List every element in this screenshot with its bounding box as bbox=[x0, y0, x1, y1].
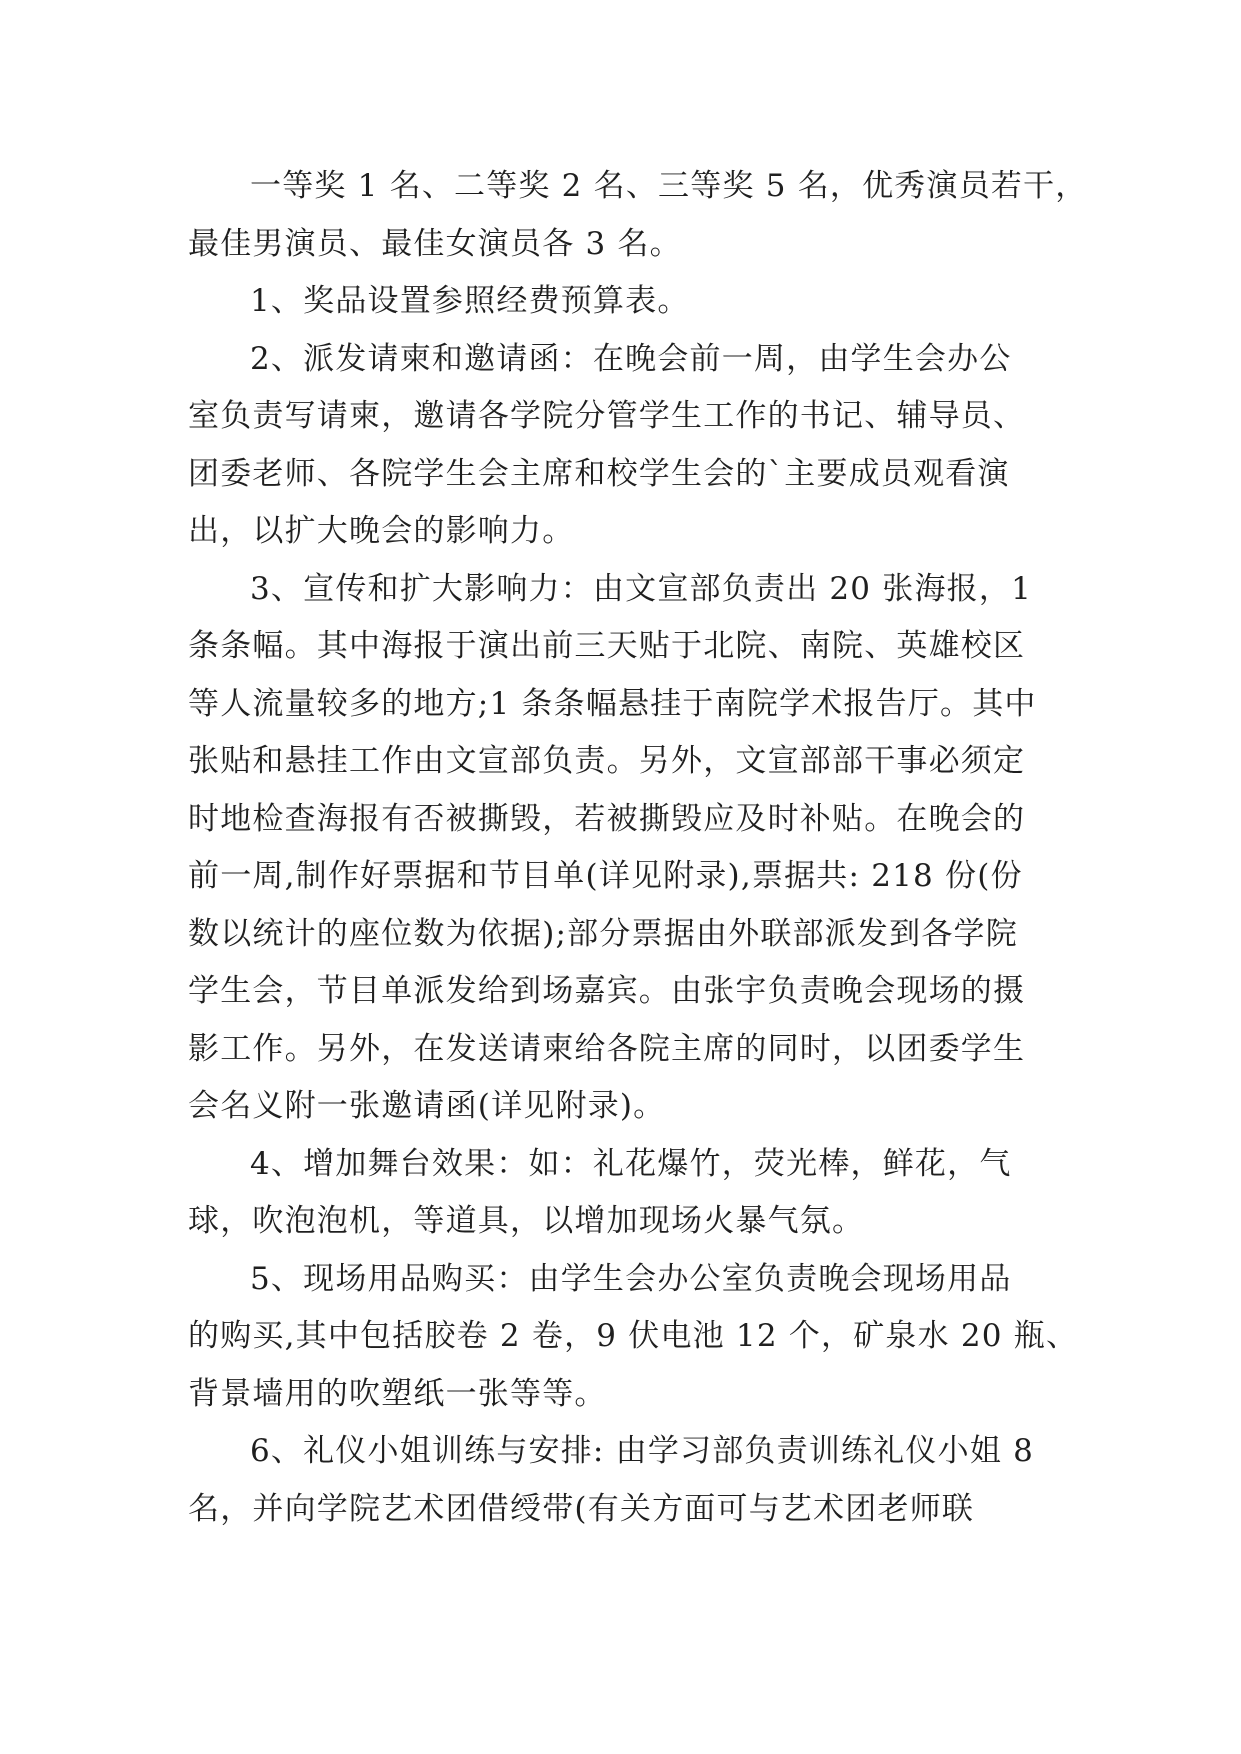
text-line: 2、派发请柬和邀请函：在晚会前一周，由学生会办公 bbox=[250, 340, 1012, 377]
text-line: 的购买,其中包括胶卷 2 卷，9 伏电池 12 个，矿泉水 20 瓶、 bbox=[188, 1318, 1079, 1354]
text-line: 会名义附一张邀请函(详见附录)。 bbox=[188, 1088, 666, 1124]
text-line: 室负责写请柬，邀请各学院分管学生工作的书记、辅导员、 bbox=[188, 398, 1026, 434]
text-line: 最佳男演员、最佳女演员各 3 名。 bbox=[188, 225, 682, 262]
text-line: 学生会，节目单派发给到场嘉宾。由张宇负责晚会现场的摄 bbox=[188, 973, 1026, 1009]
text-line: 前一周,制作好票据和节目单(详见附录),票据共: 218 份(份 bbox=[188, 858, 1023, 894]
document-body bbox=[188, 158, 1088, 1538]
text-line: 1、奖品设置参照经费预算表。 bbox=[250, 283, 690, 319]
text-line: 影工作。另外，在发送请柬给各院主席的同时，以团委学生 bbox=[188, 1030, 1026, 1067]
text-line: 团委老师、各院学生会主席和校学生会的`主要成员观看演 bbox=[188, 455, 1010, 492]
text-line: 5、现场用品购买：由学生会办公室负责晚会现场用品 bbox=[250, 1260, 1012, 1297]
text-line: 出，以扩大晚会的影响力。 bbox=[188, 513, 575, 549]
text-line: 背景墙用的吹塑纸一张等等。 bbox=[188, 1375, 607, 1412]
text-line: 一等奖 1 名、二等奖 2 名、三等奖 5 名，优秀演员若干， bbox=[250, 168, 1088, 204]
text-line: 6、礼仪小姐训练与安排: 由学习部负责训练礼仪小姐 8 bbox=[250, 1433, 1034, 1469]
text-line: 球，吹泡泡机，等道具，以增加现场火暴气氛。 bbox=[188, 1203, 865, 1239]
text-line: 等人流量较多的地方;1 条条幅悬挂于南院学术报告厅。其中 bbox=[188, 685, 1037, 722]
text-line: 条条幅。其中海报于演出前三天贴于北院、南院、英雄校区 bbox=[188, 628, 1026, 664]
text-line: 名，并向学院艺术团借绶带(有关方面可与艺术团老师联 bbox=[188, 1490, 975, 1527]
text-line: 数以统计的座位数为依据);部分票据由外联部派发到各学院 bbox=[188, 915, 1018, 952]
text-line: 3、宣传和扩大影响力：由文宣部负责出 20 张海报，1 bbox=[250, 570, 1032, 607]
text-line: 时地检查海报有否被撕毁，若被撕毁应及时补贴。在晚会的 bbox=[188, 800, 1026, 837]
text-line: 4、增加舞台效果：如：礼花爆竹，荧光棒，鲜花，气 bbox=[250, 1145, 1012, 1182]
text-line: 张贴和悬挂工作由文宣部负责。另外，文宣部部干事必须定 bbox=[188, 743, 1026, 779]
